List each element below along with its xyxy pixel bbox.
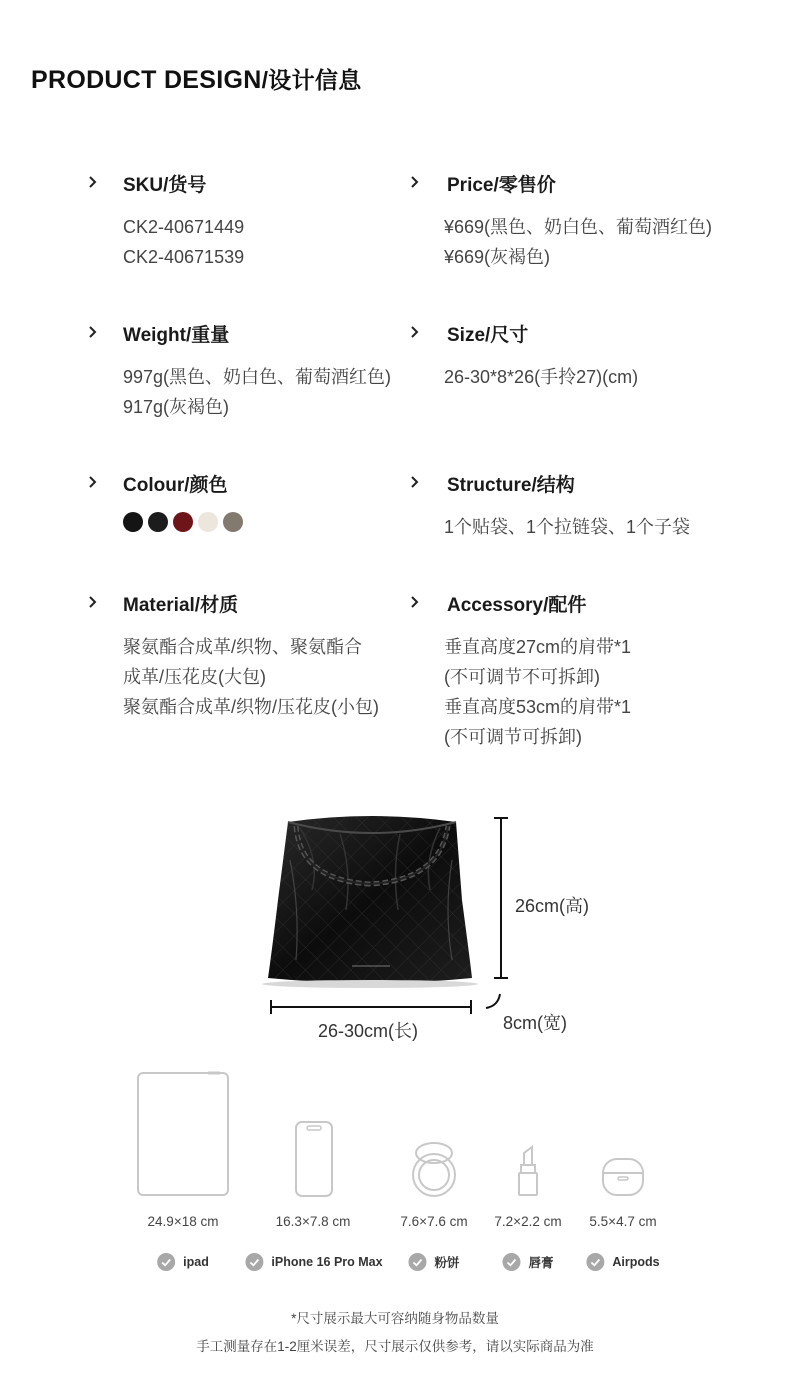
phone-icon: [294, 1120, 334, 1198]
spec-accessory-value: 垂直高度27cm的肩带*1: [444, 637, 632, 657]
spec-accessory-value: (不可调节可拆卸): [444, 727, 582, 747]
item-check: [408, 1253, 459, 1271]
colour-swatch[interactable]: [148, 512, 168, 532]
compact-powder-icon: [410, 1139, 458, 1197]
spec-material-value: 聚氨酯合成革/织物/压花皮(小包): [123, 697, 379, 717]
item-size: 7.2×2.2 cm: [494, 1214, 562, 1229]
footnotes: [0, 1305, 790, 1361]
spec-size-label: Size/尺寸: [447, 325, 529, 346]
colour-swatch[interactable]: [123, 512, 143, 532]
spec-material-value: 聚氨酯合成革/织物、聚氨酯合: [123, 637, 362, 657]
page-title: [31, 62, 362, 95]
capacity-items: [0, 1065, 790, 1305]
spec-sku-label: SKU/货号: [123, 175, 207, 196]
item-name: Airpods: [612, 1255, 660, 1269]
check-circle-icon: [502, 1253, 520, 1271]
bag-dimension-figure: [0, 800, 790, 1060]
chevron-right-icon: [86, 173, 100, 191]
item-check: [586, 1253, 659, 1271]
chevron-right-icon: [86, 593, 100, 611]
item-name: ipad: [183, 1255, 209, 1269]
spec-structure-value: 1个贴袋、1个拉链袋、1个子袋: [444, 517, 691, 537]
colour-swatch[interactable]: [223, 512, 243, 532]
item-name: 唇膏: [528, 1256, 554, 1270]
spec-price-value: ¥669(灰褐色): [444, 247, 551, 267]
lipstick-icon: [516, 1145, 540, 1197]
item-size: 16.3×7.8 cm: [275, 1214, 351, 1229]
item-size: 5.5×4.7 cm: [589, 1214, 657, 1229]
spec-sku-value: CK2-40671449: [123, 217, 245, 237]
colour-swatches: [123, 512, 243, 532]
item-size: 7.6×7.6 cm: [400, 1214, 468, 1229]
item-check: [502, 1253, 553, 1271]
spec-accessory: [444, 590, 632, 752]
item-check: [245, 1253, 382, 1271]
spec-weight: [123, 320, 391, 422]
height-label: 26cm(高): [515, 896, 590, 916]
spec-accessory-label: Accessory/配件: [447, 595, 587, 616]
chevron-right-icon: [408, 323, 422, 341]
check-circle-icon: [586, 1253, 604, 1271]
length-label: 26-30cm(长): [318, 1021, 419, 1041]
chevron-right-icon: [86, 473, 100, 491]
chevron-right-icon: [408, 593, 422, 611]
spec-colour-label: Colour/颜色: [123, 475, 228, 496]
spec-material-label: Material/材质: [123, 595, 239, 616]
spec-weight-value: 917g(灰褐色): [123, 397, 230, 417]
spec-price-label: Price/零售价: [447, 175, 556, 196]
bag-image: [0, 800, 790, 1020]
spec-size: [444, 320, 639, 392]
width-label: 8cm(宽): [503, 1013, 567, 1033]
item-check: [157, 1253, 209, 1271]
spec-material: [123, 590, 379, 722]
chevron-right-icon: [408, 173, 422, 191]
chevron-right-icon: [86, 323, 100, 341]
tablet-icon: [136, 1071, 230, 1197]
item-size: 24.9×18 cm: [147, 1214, 219, 1229]
footnote: 手工测量存在1-2厘米误差，尺寸展示仅供参考，请以实际商品为准: [196, 1339, 594, 1354]
colour-swatch[interactable]: [198, 512, 218, 532]
spec-sku-value: CK2-40671539: [123, 247, 245, 267]
spec-accessory-value: 垂直高度53cm的肩带*1: [444, 697, 632, 717]
spec-accessory-value: (不可调节不可拆卸): [444, 667, 600, 687]
spec-structure: [444, 470, 691, 542]
check-circle-icon: [245, 1253, 263, 1271]
spec-weight-value: 997g(黑色、奶白色、葡萄酒红色): [123, 367, 392, 387]
item-name: 粉饼: [434, 1256, 460, 1270]
spec-price-value: ¥669(黑色、奶白色、葡萄酒红色): [444, 217, 713, 237]
spec-sku: [123, 170, 244, 272]
spec-colour: [123, 470, 243, 532]
airpods-case-icon: [601, 1157, 645, 1197]
check-circle-icon: [157, 1253, 175, 1271]
spec-structure-label: Structure/结构: [447, 475, 575, 496]
page-title-zh: /设计信息: [261, 67, 362, 93]
spec-material-value: 成革/压花皮(大包): [123, 667, 266, 687]
colour-swatch[interactable]: [173, 512, 193, 532]
chevron-right-icon: [408, 473, 422, 491]
spec-price: [444, 170, 713, 272]
page-title-en: PRODUCT DESIGN: [31, 66, 262, 94]
item-name: iPhone 16 Pro Max: [271, 1255, 383, 1269]
spec-weight-label: Weight/重量: [123, 325, 230, 346]
footnote: *尺寸展示最大可容纳随身物品数量: [291, 1311, 499, 1326]
check-circle-icon: [408, 1253, 426, 1271]
spec-size-value: 26-30*8*26(手拎27)(cm): [444, 367, 639, 387]
